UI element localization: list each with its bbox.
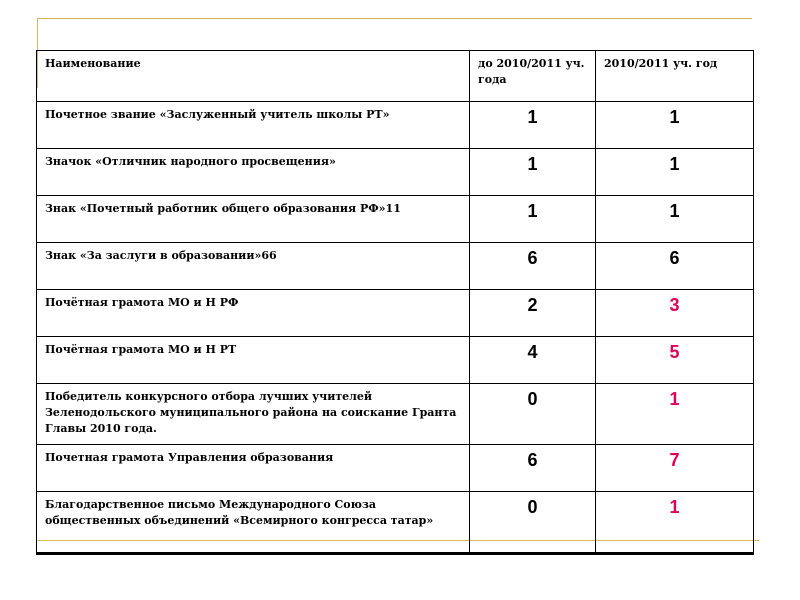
count-before: 6: [470, 445, 596, 492]
award-name: Благодарственное письмо Международного Союза общественных объединений «Всемирного конгресса татар»: [37, 492, 470, 554]
count-before: 1: [470, 149, 596, 196]
count-current: 5: [596, 337, 754, 384]
header-current: 2010/2011 уч. год: [596, 51, 754, 102]
count-before: 2: [470, 290, 596, 337]
count-current: 7: [596, 445, 754, 492]
header-name: Наименование: [37, 51, 470, 102]
count-before: 1: [470, 102, 596, 149]
table-row: [37, 445, 754, 492]
count-before: 1: [470, 196, 596, 243]
table-header-row: [37, 51, 754, 102]
table-row: [37, 102, 754, 149]
award-name: Знак «Почетный работник общего образования РФ»11: [37, 196, 470, 243]
award-name: Почетное звание «Заслуженный учитель школы РТ»: [37, 102, 470, 149]
count-current: 1: [596, 149, 754, 196]
award-name: Почётная грамота МО и Н РТ: [37, 337, 470, 384]
count-before: 4: [470, 337, 596, 384]
count-current: 1: [596, 102, 754, 149]
award-name: Победитель конкурсного отбора лучших учителей Зеленодольского муниципального района на соискание Гранта Главы 2010 года.: [37, 384, 470, 445]
table-row: [37, 243, 754, 290]
award-name: Почетная грамота Управления образования: [37, 445, 470, 492]
award-name: Знак «За заслуги в образовании»66: [37, 243, 470, 290]
table-row: [37, 337, 754, 384]
award-name: Значок «Отличник народного просвещения»: [37, 149, 470, 196]
header-before: до 2010/2011 уч. года: [470, 51, 596, 102]
table-row: [37, 290, 754, 337]
count-before: 0: [470, 492, 596, 554]
count-current: 1: [596, 492, 754, 554]
table-row: [37, 492, 754, 554]
count-current: 1: [596, 384, 754, 445]
count-before: 0: [470, 384, 596, 445]
award-name: Почётная грамота МО и Н РФ: [37, 290, 470, 337]
count-current: 1: [596, 196, 754, 243]
awards-table: [36, 50, 754, 555]
count-current: 3: [596, 290, 754, 337]
table-row: [37, 196, 754, 243]
slide-top-rule: [37, 18, 752, 19]
count-current: 6: [596, 243, 754, 290]
table-row: [37, 384, 754, 445]
count-before: 6: [470, 243, 596, 290]
table-row: [37, 149, 754, 196]
